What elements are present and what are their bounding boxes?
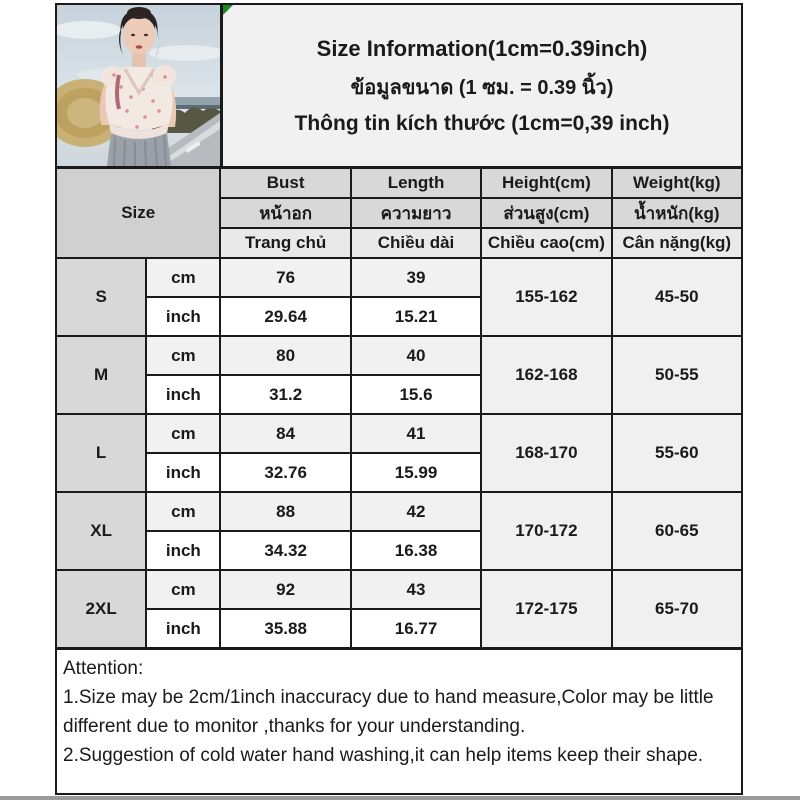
- title-vietnamese: Thông tin kích thước (1cm=0,39 inch): [294, 111, 670, 135]
- weight-range-l: 55-60: [612, 414, 742, 492]
- size-table: [55, 167, 743, 649]
- col-header-length-en: Length: [351, 168, 481, 198]
- height-range-2xl: 172-175: [481, 570, 611, 648]
- green-corner-icon: [223, 5, 233, 15]
- length-inch-l: 15.99: [351, 453, 481, 492]
- length-inch-2xl: 16.77: [351, 609, 481, 648]
- unit-cm: cm: [146, 492, 220, 531]
- title-block: [221, 3, 743, 168]
- col-header-height-vi: Chiều cao(cm): [481, 228, 611, 258]
- weight-range-2xl: 65-70: [612, 570, 742, 648]
- size-label-l: L: [56, 414, 146, 492]
- product-photo: [55, 3, 222, 168]
- weight-range-s: 45-50: [612, 258, 742, 336]
- col-header-bust-en: Bust: [220, 168, 350, 198]
- length-cm-2xl: 43: [351, 570, 481, 609]
- col-header-length-vi: Chiều dài: [351, 228, 481, 258]
- unit-inch: inch: [146, 297, 220, 336]
- weight-range-xl: 60-65: [612, 492, 742, 570]
- unit-cm: cm: [146, 414, 220, 453]
- title-english: Size Information(1cm=0.39inch): [316, 35, 648, 61]
- length-cm-s: 39: [351, 258, 481, 297]
- header-row: [55, 3, 743, 168]
- bust-cm-xl: 88: [220, 492, 350, 531]
- length-inch-s: 15.21: [351, 297, 481, 336]
- height-range-xl: 170-172: [481, 492, 611, 570]
- height-range-l: 168-170: [481, 414, 611, 492]
- bust-cm-l: 84: [220, 414, 350, 453]
- height-range-s: 155-162: [481, 258, 611, 336]
- bust-cm-2xl: 92: [220, 570, 350, 609]
- bust-inch-xl: 34.32: [220, 531, 350, 570]
- unit-inch: inch: [146, 375, 220, 414]
- unit-inch: inch: [146, 531, 220, 570]
- size-label-m: M: [56, 336, 146, 414]
- length-cm-xl: 42: [351, 492, 481, 531]
- bust-inch-2xl: 35.88: [220, 609, 350, 648]
- unit-cm: cm: [146, 258, 220, 297]
- bust-cm-s: 76: [220, 258, 350, 297]
- attention-note: [55, 648, 743, 795]
- length-inch-m: 15.6: [351, 375, 481, 414]
- attention-heading: Attention:: [63, 658, 144, 679]
- length-inch-xl: 16.38: [351, 531, 481, 570]
- col-header-height-en: Height(cm): [481, 168, 611, 198]
- col-header-weight-th: น้ำหนัก(kg): [612, 198, 742, 228]
- size-label-xl: XL: [56, 492, 146, 570]
- bust-cm-m: 80: [220, 336, 350, 375]
- length-cm-m: 40: [351, 336, 481, 375]
- col-header-height-th: ส่วนสูง(cm): [481, 198, 611, 228]
- size-label-2xl: 2XL: [56, 570, 146, 648]
- unit-cm: cm: [146, 570, 220, 609]
- length-cm-l: 41: [351, 414, 481, 453]
- bust-inch-l: 32.76: [220, 453, 350, 492]
- size-chart-sheet: [55, 3, 743, 795]
- height-range-m: 162-168: [481, 336, 611, 414]
- col-header-bust-th: หน้าอก: [220, 198, 350, 228]
- size-header-cell: Size: [56, 168, 220, 258]
- col-header-weight-en: Weight(kg): [612, 168, 742, 198]
- unit-cm: cm: [146, 336, 220, 375]
- unit-inch: inch: [146, 609, 220, 648]
- col-header-length-th: ความยาว: [351, 198, 481, 228]
- bust-inch-m: 31.2: [220, 375, 350, 414]
- col-header-weight-vi: Cân nặng(kg): [612, 228, 742, 258]
- title-thai: ข้อมูลขนาด (1 ซม. = 0.39 นิ้ว): [350, 76, 614, 99]
- weight-range-m: 50-55: [612, 336, 742, 414]
- size-label-s: S: [56, 258, 146, 336]
- unit-inch: inch: [146, 453, 220, 492]
- bust-inch-s: 29.64: [220, 297, 350, 336]
- attention-line-1: 1.Size may be 2cm/1inch inaccuracy due to hand measure,Color may be little different due to monitor ,thanks for your understanding.: [63, 687, 714, 737]
- col-header-bust-vi: Trang chủ: [220, 228, 350, 258]
- attention-line-2: 2.Suggestion of cold water hand washing,it can help items keep their shape.: [63, 745, 704, 766]
- model-photo-illustration: [57, 5, 220, 166]
- bottom-edge-strip: [0, 796, 800, 800]
